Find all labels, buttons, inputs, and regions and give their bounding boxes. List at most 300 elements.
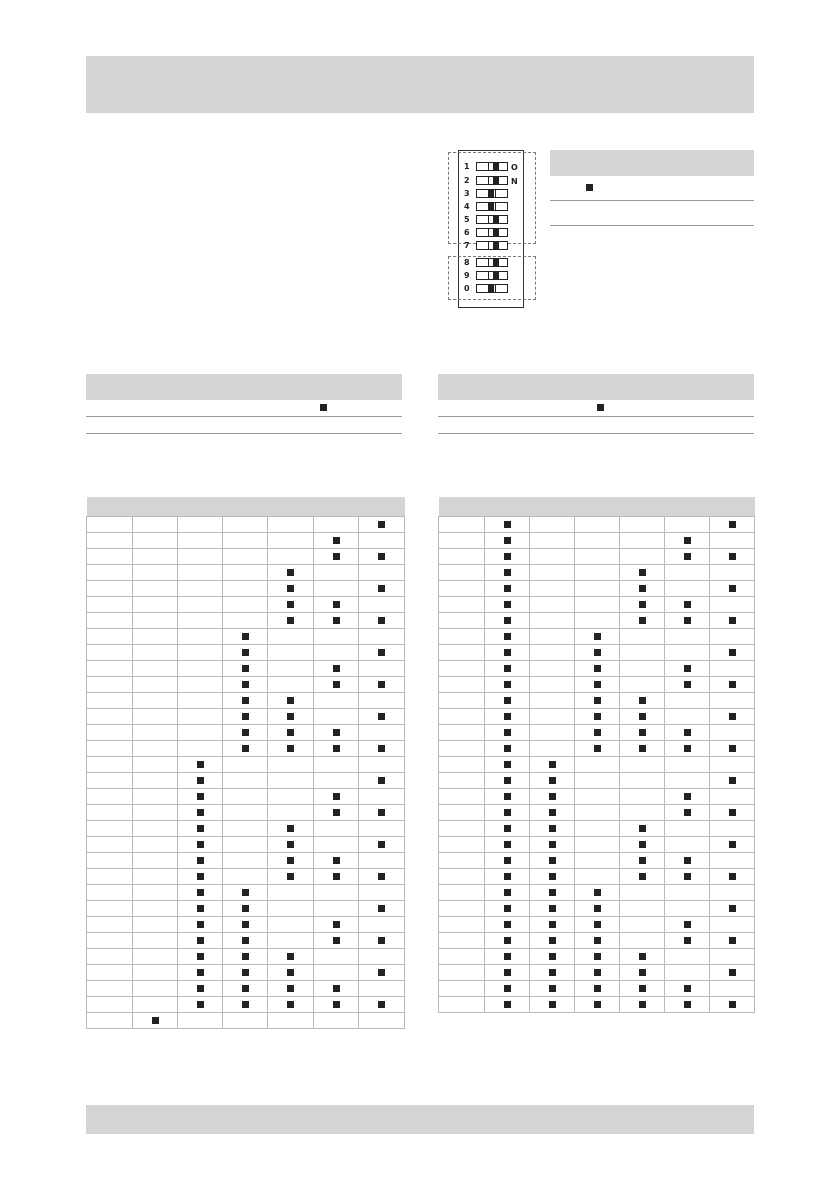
on-mark-icon [197, 905, 204, 912]
right-grid-cell [710, 725, 755, 741]
right-grid-cell [439, 757, 485, 773]
right-grid-cell [439, 805, 485, 821]
right-grid-cell [710, 581, 755, 597]
left-grid-cell [314, 789, 359, 805]
dip-switch-number: 4 [464, 202, 470, 211]
right-grid-cell [439, 981, 485, 997]
right-grid-row [439, 613, 755, 629]
right-grid-cell [439, 549, 485, 565]
left-grid-cell [223, 757, 268, 773]
right-grid-cell [710, 821, 755, 837]
left-grid-cell [359, 837, 405, 853]
right-grid-cell [665, 741, 710, 757]
on-mark-icon [197, 969, 204, 976]
on-mark-icon [504, 729, 511, 736]
dip-switch-knob [488, 190, 494, 197]
left-grid-cell [178, 661, 223, 677]
left-grid-row [87, 773, 405, 789]
right-grid-cell [665, 613, 710, 629]
right-grid-cell [530, 709, 575, 725]
left-grid-cell [223, 709, 268, 725]
left-grid-cell [268, 677, 314, 693]
on-mark-icon [504, 825, 511, 832]
right-grid-cell [439, 661, 485, 677]
left-setting-header [86, 374, 402, 400]
right-grid-cell [530, 789, 575, 805]
right-grid-cell [620, 597, 665, 613]
left-grid-cell [268, 709, 314, 725]
on-mark-icon [594, 665, 601, 672]
left-grid-row [87, 869, 405, 885]
left-grid-cell [314, 549, 359, 565]
dip-switch-knob [488, 285, 494, 292]
on-mark-icon [684, 681, 691, 688]
on-mark-icon [504, 745, 511, 752]
right-grid-cell [485, 725, 530, 741]
switch-legend [550, 150, 754, 226]
right-grid-cell [530, 613, 575, 629]
right-grid-cell [620, 693, 665, 709]
on-mark-icon [594, 937, 601, 944]
right-grid-cell [575, 677, 620, 693]
right-grid-row [439, 581, 755, 597]
left-grid-cell [87, 773, 133, 789]
on-mark-icon [594, 921, 601, 928]
right-grid-cell [575, 821, 620, 837]
left-grid-cell [178, 565, 223, 581]
dip-switch-knob [493, 272, 499, 279]
left-grid-cell [223, 773, 268, 789]
on-mark-icon [333, 729, 340, 736]
dip-switch-knob [493, 229, 499, 236]
right-grid-cell [439, 789, 485, 805]
right-grid-cell [575, 997, 620, 1013]
header-band [86, 56, 754, 113]
on-mark-icon [287, 825, 294, 832]
right-grid-row [439, 981, 755, 997]
on-mark-icon [729, 969, 736, 976]
on-mark-icon [333, 1001, 340, 1008]
left-grid-cell [268, 837, 314, 853]
right-grid-cell [530, 821, 575, 837]
left-grid-row [87, 581, 405, 597]
right-grid-cell [485, 837, 530, 853]
right-grid-cell [439, 709, 485, 725]
left-grid-cell [314, 773, 359, 789]
left-grid-row [87, 981, 405, 997]
left-grid-row [87, 661, 405, 677]
dip-switch-number: 9 [464, 271, 470, 280]
left-grid-cell [314, 677, 359, 693]
right-grid-row [439, 645, 755, 661]
left-grid-cell [314, 565, 359, 581]
right-grid-cell [665, 885, 710, 901]
right-grid-cell [620, 837, 665, 853]
legend-row-off [550, 201, 754, 226]
right-grid-cell [710, 933, 755, 949]
left-grid-cell [87, 885, 133, 901]
on-mark-icon [378, 841, 385, 848]
right-grid-cell [530, 757, 575, 773]
right-grid-cell [530, 917, 575, 933]
left-grid-cell [133, 933, 178, 949]
on-mark-icon [684, 793, 691, 800]
right-grid-row [439, 949, 755, 965]
left-grid-row [87, 629, 405, 645]
on-mark-icon [287, 585, 294, 592]
right-grid-cell [439, 725, 485, 741]
right-grid-cell [620, 821, 665, 837]
left-grid-cell [268, 581, 314, 597]
right-grid-row [439, 757, 755, 773]
right-grid-cell [710, 773, 755, 789]
left-grid-cell [87, 565, 133, 581]
legend-header [550, 150, 754, 176]
left-grid-cell [178, 1013, 223, 1029]
right-grid-row [439, 805, 755, 821]
right-grid-cell [485, 901, 530, 917]
left-grid-cell [87, 901, 133, 917]
left-setting-row-1 [86, 400, 402, 417]
on-mark-icon [549, 953, 556, 960]
on-mark-icon [594, 713, 601, 720]
left-grid-cell [223, 725, 268, 741]
dip-switch-toggle [476, 241, 508, 250]
on-mark-icon [242, 681, 249, 688]
right-grid-cell [575, 869, 620, 885]
left-grid-cell [268, 549, 314, 565]
right-grid-cell [710, 629, 755, 645]
dip-switch-toggle [476, 162, 508, 171]
left-grid-cell [223, 869, 268, 885]
right-grid-row [439, 917, 755, 933]
on-mark-icon [504, 809, 511, 816]
on-mark-icon [378, 969, 385, 976]
on-mark-icon [197, 953, 204, 960]
dip-switch-knob [493, 259, 499, 266]
right-grid-cell [439, 901, 485, 917]
right-grid-cell [530, 581, 575, 597]
left-grid-cell [178, 789, 223, 805]
dip-switch-toggle [476, 202, 508, 211]
on-mark-icon [549, 761, 556, 768]
right-grid-cell [439, 565, 485, 581]
on-mark-icon [729, 681, 736, 688]
dip-switch-knob [493, 177, 499, 184]
left-grid-cell [178, 837, 223, 853]
on-mark-icon [684, 921, 691, 928]
dip-switch-row [446, 282, 538, 295]
left-grid-cell [314, 933, 359, 949]
left-grid-cell [223, 821, 268, 837]
on-mark-icon [333, 617, 340, 624]
left-grid-cell [314, 1013, 359, 1029]
right-grid-cell [665, 661, 710, 677]
right-grid-cell [710, 741, 755, 757]
left-grid-cell [223, 741, 268, 757]
right-grid-cell [710, 997, 755, 1013]
left-grid-cell [178, 805, 223, 821]
left-grid-cell [359, 805, 405, 821]
on-mark-icon [504, 569, 511, 576]
right-grid-cell [710, 901, 755, 917]
on-mark-icon [639, 585, 646, 592]
on-mark-icon [287, 873, 294, 880]
left-grid-cell [268, 885, 314, 901]
on-mark-icon [197, 809, 204, 816]
dip-switch-number: 6 [464, 228, 470, 237]
right-grid-row [439, 773, 755, 789]
on-mark-icon [504, 713, 511, 720]
right-grid-cell [530, 725, 575, 741]
left-grid-cell [87, 709, 133, 725]
left-grid-cell [359, 981, 405, 997]
on-mark-icon [729, 585, 736, 592]
left-grid-cell [223, 901, 268, 917]
right-grid-row [439, 565, 755, 581]
right-grid-cell [620, 949, 665, 965]
dip-switch-toggle [476, 284, 508, 293]
left-setting-row-2 [86, 417, 402, 434]
right-setting-row-1 [438, 400, 754, 417]
right-grid-cell [665, 629, 710, 645]
right-grid-row [439, 821, 755, 837]
on-mark-icon [549, 809, 556, 816]
on-mark-icon [333, 553, 340, 560]
right-grid-cell [620, 933, 665, 949]
left-grid-cell [87, 837, 133, 853]
left-grid-cell [223, 629, 268, 645]
left-grid-cell [314, 533, 359, 549]
right-grid-cell [710, 549, 755, 565]
right-grid-cell [620, 789, 665, 805]
right-grid-cell [530, 965, 575, 981]
right-grid-cell [710, 789, 755, 805]
right-grid-cell [439, 773, 485, 789]
right-grid-row [439, 533, 755, 549]
right-grid-cell [530, 869, 575, 885]
dip-switch-number: 5 [464, 215, 470, 224]
right-grid-cell [439, 853, 485, 869]
dip-switch-knob [493, 216, 499, 223]
left-grid-cell [223, 581, 268, 597]
on-mark-icon [197, 889, 204, 896]
on-mark-icon [504, 585, 511, 592]
left-grid-cell [87, 965, 133, 981]
on-mark-icon [639, 873, 646, 880]
left-grid-cell [314, 997, 359, 1013]
left-grid-row [87, 901, 405, 917]
on-mark-icon [594, 985, 601, 992]
left-grid-cell [268, 597, 314, 613]
left-grid-cell [268, 565, 314, 581]
on-mark-icon [729, 649, 736, 656]
left-grid-cell [133, 741, 178, 757]
left-grid-cell [268, 757, 314, 773]
left-grid-cell [223, 949, 268, 965]
on-mark-icon [729, 1001, 736, 1008]
on-mark-icon [504, 937, 511, 944]
left-grid-cell [268, 693, 314, 709]
on-mark-icon [684, 665, 691, 672]
on-mark-icon [378, 553, 385, 560]
left-grid-cell [268, 821, 314, 837]
on-mark-icon [287, 729, 294, 736]
left-grid-cell [268, 933, 314, 949]
left-grid-cell [87, 661, 133, 677]
left-grid-cell [359, 741, 405, 757]
right-grid-cell [439, 949, 485, 965]
on-mark-icon [242, 697, 249, 704]
on-mark-icon [242, 953, 249, 960]
left-grid-row [87, 693, 405, 709]
left-grid-cell [87, 741, 133, 757]
left-grid-cell [87, 517, 133, 533]
left-grid-cell [133, 917, 178, 933]
on-mark-icon [549, 921, 556, 928]
on-mark-icon [594, 889, 601, 896]
on-mark-icon [242, 713, 249, 720]
right-grid-cell [665, 725, 710, 741]
dip-switch-toggle [476, 215, 508, 224]
on-mark-icon [504, 793, 511, 800]
on-mark-icon [320, 404, 327, 411]
on-mark-icon [378, 649, 385, 656]
left-grid-cell [178, 597, 223, 613]
right-grid-cell [439, 869, 485, 885]
left-grid-cell [178, 709, 223, 725]
left-grid-cell [223, 965, 268, 981]
right-grid-cell [575, 549, 620, 565]
on-mark-icon [504, 873, 511, 880]
left-grid-cell [87, 757, 133, 773]
dip-switch-toggle [476, 228, 508, 237]
on-mark-icon [333, 809, 340, 816]
left-grid-cell [133, 757, 178, 773]
right-grid-cell [485, 853, 530, 869]
left-grid-cell [359, 565, 405, 581]
on-mark-icon [333, 937, 340, 944]
left-grid-cell [314, 965, 359, 981]
left-grid-cell [133, 853, 178, 869]
on-mark-icon [594, 697, 601, 704]
right-grid-cell [620, 517, 665, 533]
left-grid-cell [268, 917, 314, 933]
right-grid-row [439, 997, 755, 1013]
right-grid-cell [575, 629, 620, 645]
right-grid-cell [665, 949, 710, 965]
left-grid-cell [223, 549, 268, 565]
right-grid-cell [439, 741, 485, 757]
on-mark-icon [333, 745, 340, 752]
on-mark-icon [242, 921, 249, 928]
footer-band [86, 1105, 754, 1134]
right-grid-cell [530, 533, 575, 549]
left-grid-row [87, 677, 405, 693]
left-grid-cell [314, 821, 359, 837]
on-mark-icon [549, 873, 556, 880]
left-grid-cell [314, 709, 359, 725]
dip-switch-row [446, 226, 538, 239]
right-grid-cell [665, 757, 710, 773]
left-grid-row [87, 853, 405, 869]
on-mark-icon [594, 905, 601, 912]
left-grid-cell [268, 789, 314, 805]
left-grid-cell [178, 629, 223, 645]
right-grid-cell [620, 997, 665, 1013]
on-mark-icon [594, 745, 601, 752]
left-setting-table [86, 374, 402, 434]
right-grid-row [439, 677, 755, 693]
right-grid-cell [575, 661, 620, 677]
right-grid-cell [575, 565, 620, 581]
left-grid-row [87, 789, 405, 805]
on-mark-icon [504, 841, 511, 848]
on-mark-icon [639, 969, 646, 976]
left-grid-cell [314, 901, 359, 917]
on-mark-icon [504, 761, 511, 768]
dip-switch-toggle [476, 176, 508, 185]
left-grid-cell [314, 629, 359, 645]
left-grid-cell [268, 853, 314, 869]
left-grid-cell [268, 805, 314, 821]
left-grid-cell [223, 789, 268, 805]
left-grid-cell [268, 533, 314, 549]
right-grid-cell [575, 613, 620, 629]
left-grid-cell [359, 757, 405, 773]
left-grid-cell [133, 1013, 178, 1029]
left-grid-cell [133, 629, 178, 645]
right-grid-row [439, 597, 755, 613]
left-grid-cell [178, 869, 223, 885]
left-grid-cell [268, 725, 314, 741]
left-grid-cell [178, 949, 223, 965]
on-mark-icon [242, 729, 249, 736]
right-grid-cell [530, 677, 575, 693]
right-grid-cell [485, 677, 530, 693]
right-grid-cell [439, 997, 485, 1013]
right-grid-row [439, 693, 755, 709]
left-grid-cell [178, 997, 223, 1013]
right-grid-cell [485, 821, 530, 837]
left-grid-cell [133, 677, 178, 693]
on-mark-icon [378, 745, 385, 752]
dip-switch-diagram [446, 150, 538, 308]
left-grid-cell [133, 901, 178, 917]
on-mark-icon [378, 905, 385, 912]
left-grid-cell [359, 1013, 405, 1029]
right-grid-row [439, 901, 755, 917]
right-grid-cell [439, 837, 485, 853]
left-grid-row [87, 565, 405, 581]
on-mark-icon [549, 937, 556, 944]
right-grid-cell [575, 981, 620, 997]
right-grid-cell [665, 933, 710, 949]
right-grid-cell [575, 885, 620, 901]
left-grid-row [87, 549, 405, 565]
on-mark-icon [378, 937, 385, 944]
right-grid-row [439, 661, 755, 677]
left-grid-cell [223, 837, 268, 853]
on-mark-icon [504, 1001, 511, 1008]
left-grid-cell [133, 533, 178, 549]
right-setting-row-2 [438, 417, 754, 434]
right-grid-cell [485, 549, 530, 565]
right-grid-cell [710, 677, 755, 693]
right-grid-row [439, 549, 755, 565]
right-grid-cell [485, 693, 530, 709]
right-grid-cell [665, 869, 710, 885]
